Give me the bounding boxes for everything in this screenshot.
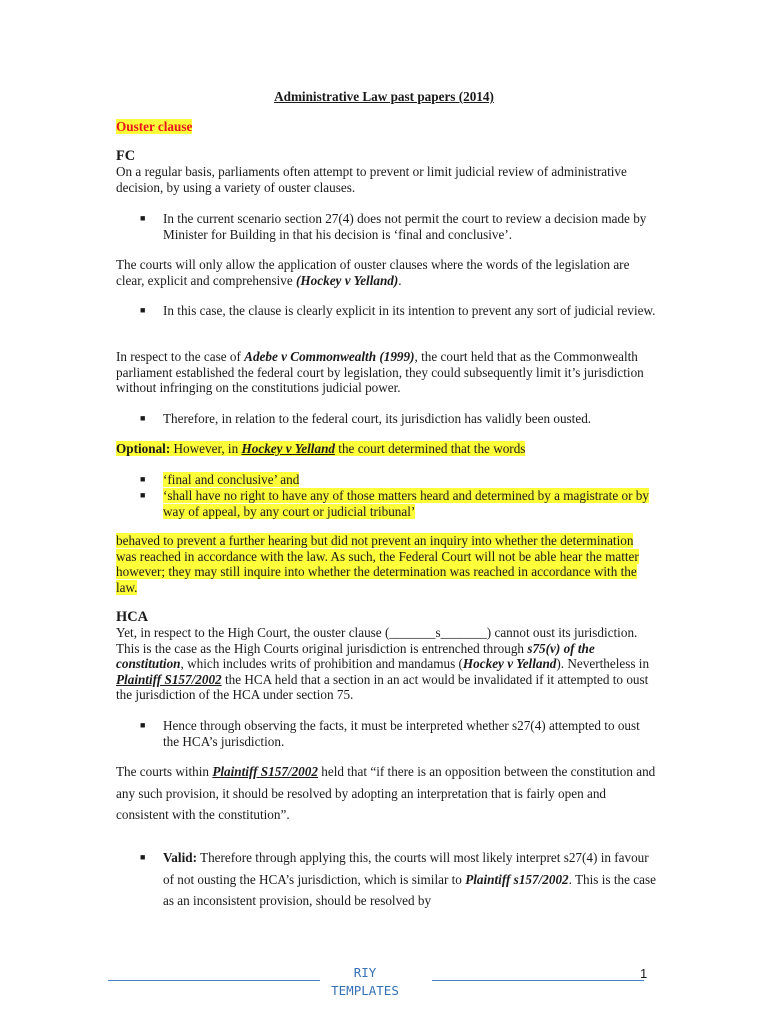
bullet-icon: ■ (140, 474, 146, 484)
case-citation: (Hockey v Yelland) (296, 272, 399, 288)
optional-conclusion (116, 533, 656, 595)
fc-bullet-3: Therefore, in relation to the federal court, its jurisdiction has validly been ousted. (163, 411, 592, 426)
case-citation: Plaintiff s157/2002 (465, 871, 569, 887)
fc-paragraph-2 (116, 257, 656, 288)
text: the court determined that the words (335, 441, 526, 456)
text: , which includes writs of prohibition and mandamus ( (180, 656, 463, 672)
bullet-icon: ■ (140, 413, 146, 423)
fc-paragraph-3 (116, 349, 656, 396)
fc-heading: FC (116, 148, 136, 164)
text: the HCA held that a section in an act would be invalidated if it attempted to oust the jurisdiction of the HCA under section 75. (116, 671, 649, 703)
text: ‘final and conclusive’ and (163, 472, 300, 487)
page-number: 1 (640, 966, 648, 981)
text: behaved to prevent a further hearing but did not prevent an inquiry into whether the determination was reached in accordance with the law. As such, the Federal Court will not be able hear the matter however; they may still inquire into whether the determination was reached in accordance with the law. (116, 533, 639, 595)
footer-brand (310, 964, 420, 1000)
bullet-icon: ■ (140, 213, 146, 223)
hca-paragraph-2 (116, 761, 656, 826)
fc-intro: On a regular basis, parliaments often attempt to prevent or limit judicial review of administrative decision, by using a variety of ouster clauses. (116, 164, 627, 195)
fc-bullet-2: In this case, the clause is clearly explicit in its intention to prevent any sort of judicial review. (163, 303, 656, 318)
text: In respect to the case of (116, 349, 245, 364)
footer-divider-right (432, 980, 644, 981)
optional-paragraph (116, 441, 656, 457)
hca-valid-bullet (163, 847, 658, 912)
text: Therefore through applying this, the courts will most likely interpret s27(4) in favour of not ousting the HCA’s jurisdiction, which is similar to (163, 850, 649, 887)
footer-divider-left (108, 980, 320, 981)
bullet-icon: ■ (140, 852, 146, 862)
document-title: Administrative Law past papers (2014) (274, 89, 494, 104)
text: , the court held that as the Commonwealth parliament established the federal court by legislation, they could subsequently limit it’s jurisdiction without infringing on the constitutions judicial power. (116, 349, 644, 396)
fc-bullet-1: In the current scenario section 27(4) does not permit the court to review a decision made by Minister for Building in that his decision is ‘final and conclusive’. (163, 211, 647, 242)
text: held that “if there is an opposition between the constitution and any such provision, it should be resolved by adopting an interpretation that is fairly open and consistent with the constitution”. (116, 764, 656, 822)
bullet-icon: ■ (140, 490, 146, 500)
optional-label: Optional: (116, 441, 171, 456)
text: However, in (170, 441, 242, 456)
text: ). Nevertheless in (556, 656, 650, 672)
constitution-reference: s75(v) of the constitution (116, 640, 595, 672)
text: Yet, in respect to the High Court, the ouster clause (_______s_______) cannot oust its jurisdiction. This is the case as the High Courts original jurisdiction is entrenched through (116, 625, 638, 656)
ouster-clause-label: Ouster clause (116, 119, 193, 134)
text: . (398, 272, 402, 288)
case-citation: Adebe v Commonwealth (1999) (244, 349, 415, 364)
text: ‘shall have no right to have any of those matters heard and determined by a magistrate or by way of appeal, by any court or judicial tribunal’ (163, 488, 649, 519)
optional-bullet-1 (163, 472, 658, 488)
hca-paragraph-1 (116, 625, 656, 703)
hca-heading: HCA (116, 609, 148, 625)
footer-brand-line-1: RIY (353, 965, 377, 980)
optional-bullet-2 (163, 488, 658, 519)
bullet-icon: ■ (140, 305, 146, 315)
text: The courts within (116, 764, 213, 779)
case-citation: Plaintiff S157/2002 (116, 671, 222, 687)
text: . This is the case as an inconsistent provision, should be resolved by (163, 871, 656, 908)
section-heading (116, 119, 656, 135)
bullet-icon: ■ (140, 720, 146, 730)
case-citation: Hockey v Yelland (241, 441, 335, 456)
case-citation: Hockey v Yelland (462, 656, 557, 672)
text: The courts will only allow the application of ouster clauses where the words of the legislation are clear, explicit and comprehensive (116, 257, 630, 288)
valid-label: Valid: (163, 850, 197, 865)
hca-bullet-1: Hence through observing the facts, it must be interpreted whether s27(4) attempted to oust the HCA’s jurisdiction. (163, 718, 640, 749)
footer-brand-line-2: TEMPLATES (331, 983, 399, 998)
case-citation: Plaintiff S157/2002 (212, 764, 318, 779)
